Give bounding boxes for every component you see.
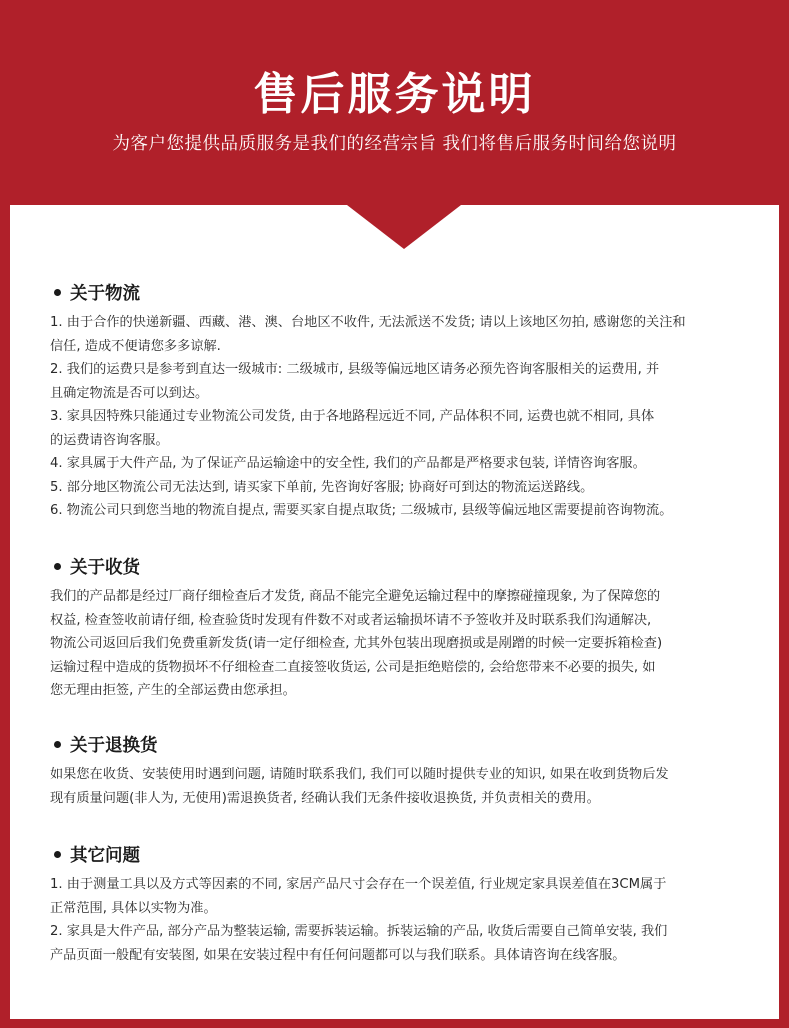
page-title: 售后服务说明 [253,69,536,120]
text-line: 2. 我们的运费只是参考到直达一级城市: 二级城市, 县级等偏远地区请务必预先咨询客服相关的运费用, 并 [50,362,660,377]
content-panel [10,205,779,1019]
section-receiving [50,554,750,703]
text-line: 权益, 检查签收前请仔细, 检查验货时发现有件数不对或者运输损坏请不予签收并及时联系我们沟通解决, [50,612,652,628]
section-heading: 关于退换货 [50,732,750,757]
text-line: 信任, 造成不便请您多多谅解. [50,338,221,354]
header-banner [0,0,789,205]
text-line: 且确定物流是否可以到达。 [50,385,209,401]
text-line: 您无理由拒签, 产生的全部运费由您承担。 [50,683,296,698]
page-subtitle: 为客户您提供品质服务是我们的经营宗旨 我们将售后服务时间给您说明 [112,134,677,154]
text-line: 我们的产品都是经过厂商仔细检查后才发货, 商品不能完全避免运输过程中的摩擦碰撞现象, 为了保障您的 [50,589,661,604]
bullet-icon [54,741,61,748]
text-line: 的运费请咨询客服。 [50,432,169,448]
section-logistics [50,280,750,523]
text-line: 2. 家具是大件产品, 部分产品为整装运输, 需要拆装运输。拆装运输的产品, 收货后需要自己简单安装, 我们 [50,924,668,939]
text-line: 现有质量问题(非人为, 无使用)需退换货者, 经确认我们无条件接收退换货, 并负责相关的费用。 [50,790,600,806]
bullet-icon [54,851,61,858]
down-arrow-notch [347,205,461,249]
text-line: 产品页面一般配有安装图, 如果在安装过程中有任何问题都可以与我们联系。具体请咨询在线客服。 [50,947,626,963]
section-other [50,842,750,967]
text-line: 运输过程中造成的货物损坏不仔细检查二直接签收货运, 公司是拒绝赔偿的, 会给您带来不必要的损失, 如 [50,659,656,675]
bullet-icon [54,289,61,296]
section-returns [50,732,750,810]
section-heading: 关于物流 [50,280,750,305]
text-line: 物流公司返回后我们免费重新发货(请一定仔细检查, 尤其外包装出现磨损或是剐蹭的时候一定要拆箱检查) [50,636,663,651]
text-line: 如果您在收货、安装使用时遇到问题, 请随时联系我们, 我们可以随时提供专业的知识, 如果在收到货物后发 [50,767,669,782]
bullet-icon [54,563,61,570]
text-line: 5. 部分地区物流公司无法达到, 请买家下单前, 先咨询好客服; 协商好可到达的物流运送路线。 [50,479,594,495]
text-line: 正常范围, 具体以实物为准。 [50,900,217,916]
section-heading: 关于收货 [50,554,750,579]
text-line: 3. 家具因特殊只能通过专业物流公司发货, 由于各地路程远近不同, 产品体积不同, 运费也就不相同, 具体 [50,409,655,424]
text-line: 4. 家具属于大件产品, 为了保证产品运输途中的安全性, 我们的产品都是严格要求包装, 详情咨询客服。 [50,456,646,471]
section-heading: 其它问题 [50,842,750,867]
text-line: 1. 由于合作的快递新疆、西藏、港、澳、台地区不收件, 无法派送不发货; 请以上该地区勿拍, 感谢您的关注和 [50,315,686,330]
text-line: 1. 由于测量工具以及方式等因素的不同, 家居产品尺寸会存在一个误差值, 行业规定家具误差值在3CM属于 [50,877,667,892]
text-line: 6. 物流公司只到您当地的物流自提点, 需要买家自提点取货; 二级城市, 县级等偏远地区需要提前咨询物流。 [50,503,673,518]
